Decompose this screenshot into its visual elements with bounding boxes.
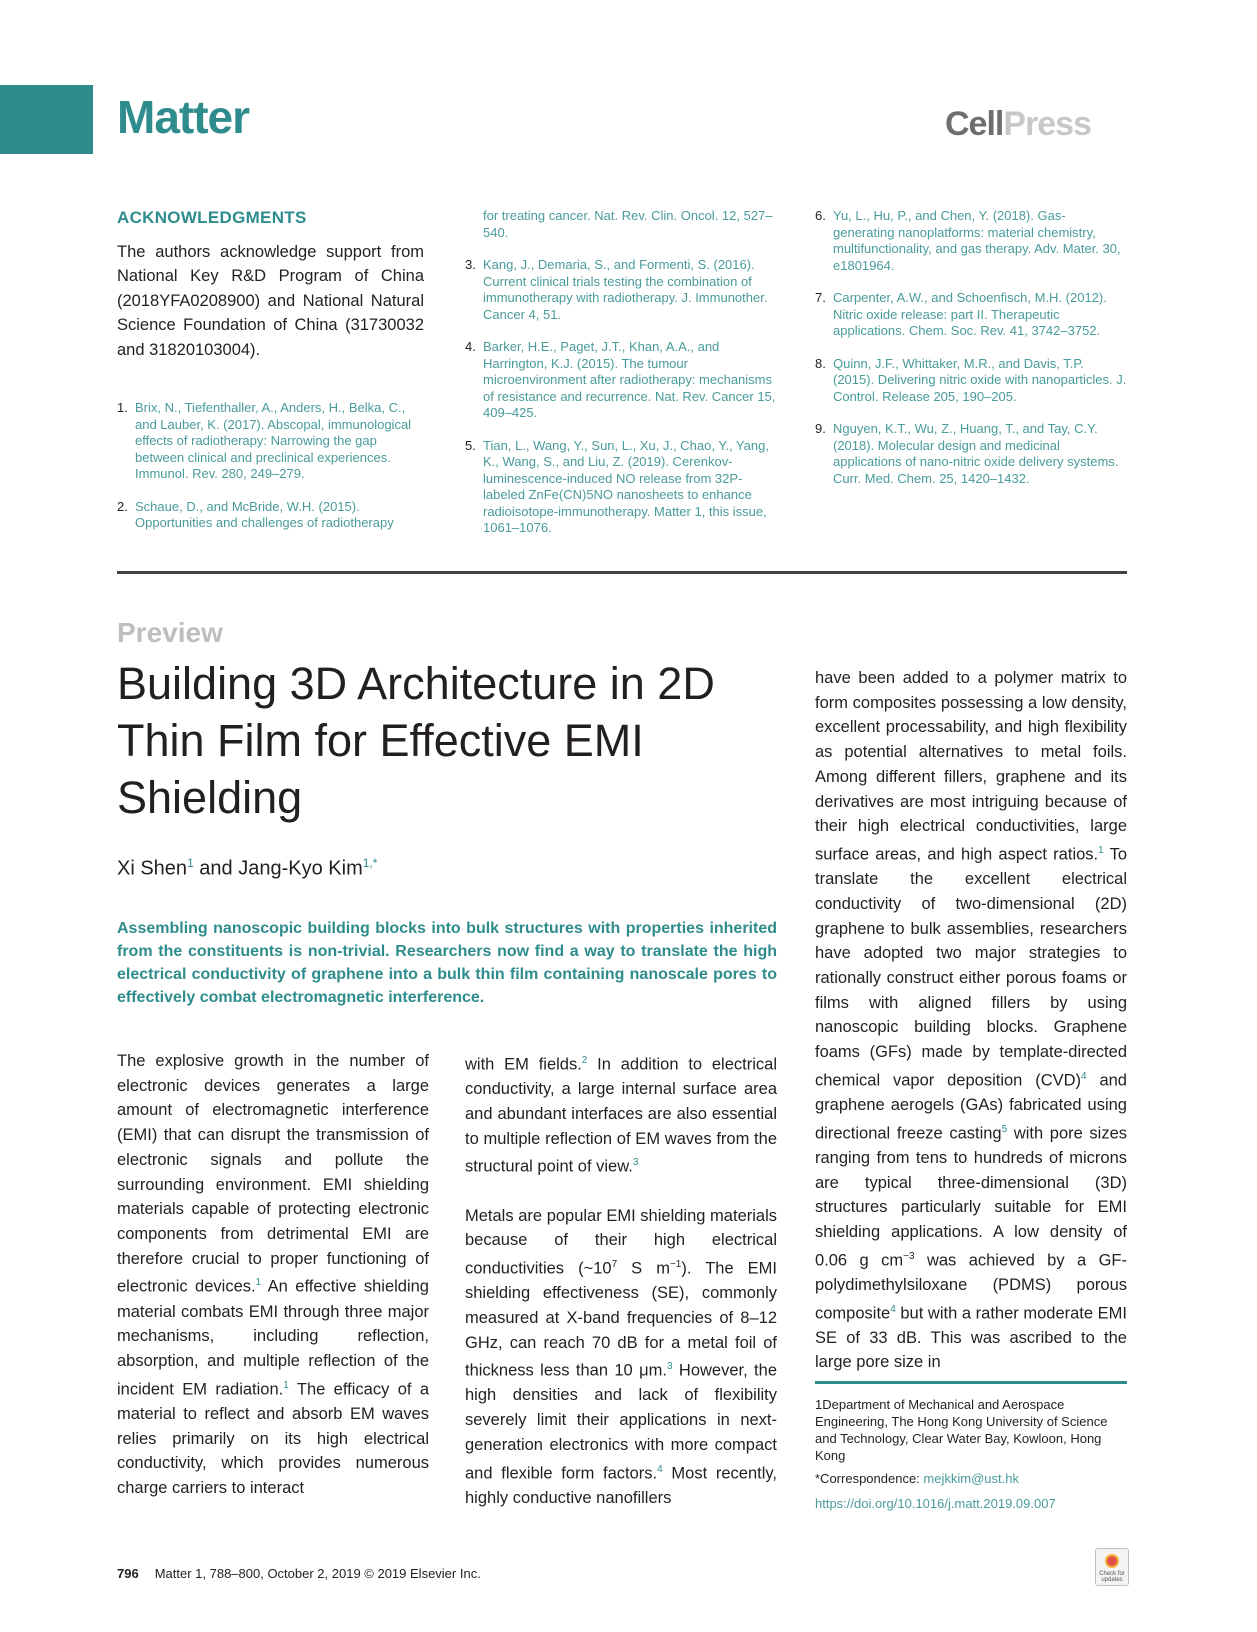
doi-link[interactable]: https://doi.org/10.1016/j.matt.2019.09.007 bbox=[815, 1496, 1056, 1511]
reference-item[interactable] bbox=[815, 421, 1127, 487]
check-for-updates-button[interactable] bbox=[1095, 1548, 1129, 1586]
reference-text: Tian, L., Wang, Y., Sun, L., Xu, J., Chao, Y., Yang, K., Wang, S., and Liu, Z. (2019). Cerenkov-luminescence-induced NO release from 32P-labeled ZnFe(CN)5NO nanosheets to enhance radioisotope-immunotherapy. Matter 1, this issue, 1061–1076. bbox=[483, 437, 769, 535]
reference-number: 1. bbox=[117, 400, 128, 416]
publisher-logo-dark: Cell bbox=[945, 105, 1004, 143]
affiliation-marker[interactable]: 1 bbox=[187, 856, 194, 870]
body-text: However, the high densities and lack of flexibility severely limit their applications in next-generation electronics with more compact and flexible form factors. bbox=[465, 1361, 777, 1483]
reference-list-1 bbox=[117, 400, 424, 532]
body-text: The efficacy of a material to reflect and absorb EM waves relies primarily on its high electrical conductivity, which provides numerous charge carriers to interact bbox=[117, 1380, 429, 1497]
reference-number: 6. bbox=[815, 208, 826, 223]
body-text: ). The EMI shielding effectiveness (SE), commonly measured at X-band frequencies of 8–12 GHz, can reach 70 dB for a metal foil of thickness less than 10 μm. bbox=[465, 1259, 777, 1380]
citation-link[interactable]: 1 bbox=[1098, 844, 1104, 856]
author-name[interactable]: Jang-Kyo Kim bbox=[238, 857, 363, 880]
reference-number: 9. bbox=[815, 421, 826, 436]
reference-number: 2. bbox=[117, 498, 128, 514]
body-column-2 bbox=[465, 1049, 777, 1510]
article-title: Building 3D Architecture in 2D Thin Film for Effective EMI Shielding bbox=[117, 658, 715, 823]
reference-text: Brix, N., Tiefenthaller, A., Anders, H., Belka, C., and Lauber, K. (2017). Abscopal, immunological effects of radiotherapy: Narrowing the gap between clinical and preclinical experiences. Immunol. Rev. 280, 249–279. bbox=[135, 400, 412, 482]
citation-link[interactable]: 4 bbox=[657, 1463, 663, 1475]
publisher-logo-light: Press bbox=[1003, 105, 1091, 143]
body-paragraph bbox=[465, 1204, 777, 1511]
citation-link[interactable]: 1 bbox=[255, 1277, 262, 1289]
author-line bbox=[117, 856, 377, 881]
check-updates-icon bbox=[1105, 1554, 1119, 1568]
body-text: The explosive growth in the number of electronic devices generates a large amount of electromagnetic interference (EMI) that can disrupt the transmission of electronic signals and pollute the surrounding environment. EMI shielding materials capable of protecting electronic components from detrimental EMI are therefore crucial to proper functioning of electronic devices. bbox=[117, 1052, 429, 1296]
journal-color-block bbox=[0, 85, 93, 154]
citation-link[interactable]: 3 bbox=[666, 1361, 673, 1373]
publisher-logo bbox=[945, 105, 1091, 144]
affiliation-marker[interactable]: 1,* bbox=[362, 856, 378, 870]
body-text: have been added to a polymer matrix to form composites possessing a low density, excellent processability, and high flexibility as potential alternatives to metal foils. Among different fillers, graphene and its derivatives are most intriguing because of their high electrical conductivities, large surface areas, and high aspect ratios. bbox=[815, 669, 1127, 864]
body-paragraph bbox=[815, 666, 1127, 1375]
body-text: Most recently, highly conductive nanofillers bbox=[465, 1464, 777, 1507]
journal-name: Matter bbox=[117, 91, 250, 143]
reference-text: Yu, L., Hu, P., and Chen, Y. (2018). Gas-generating nanoplatforms: material chemistry, multifunctionality, and gas therapy. Adv. Mater. 30, e1801964. bbox=[833, 208, 1121, 273]
author-name[interactable]: Xi Shen bbox=[117, 857, 188, 880]
page-footer bbox=[117, 1566, 481, 1581]
body-text: with EM fields. bbox=[465, 1055, 582, 1074]
exponent: −3 bbox=[903, 1250, 915, 1262]
body-paragraph bbox=[465, 1049, 777, 1180]
reference-text: Barker, H.E., Paget, J.T., Khan, A.A., and Harrington, K.J. (2015). The tumour microenvironment after radiotherapy: mechanisms of resistance and recurrence. Nat. Rev. Cancer 15, 409–425. bbox=[483, 339, 776, 420]
reference-number: 7. bbox=[815, 290, 826, 305]
correspondence-label: *Correspondence: bbox=[815, 1471, 924, 1486]
reference-item[interactable] bbox=[117, 499, 424, 532]
affiliation-footnote: 1Department of Mechanical and Aerospace Engineering, The Hong Kong University of Science and Technology, Clear Water Bay, Kowloon, Hong Kong bbox=[815, 1397, 1108, 1463]
body-text: with pore sizes ranging from tens to hundreds of microns are typical three-dimensional (3D) structures particularly suitable for EMI shielding applications. A low density of 0.06 g cm bbox=[815, 1124, 1128, 1270]
top-column-2 bbox=[465, 208, 777, 553]
top-column-1 bbox=[117, 208, 424, 548]
citation-link[interactable]: 4 bbox=[1081, 1070, 1087, 1082]
section-divider bbox=[117, 571, 1127, 574]
reference-text: Kang, J., Demaria, S., and Formenti, S. (2016). Current clinical trials testing the combination of immunotherapy with radiotherapy. J. Immunother. Cancer 4, 51. bbox=[483, 257, 768, 322]
reference-list-2 bbox=[465, 257, 777, 537]
reference-item[interactable] bbox=[815, 208, 1127, 274]
reference-number: 4. bbox=[465, 339, 476, 354]
body-text: and graphene aerogels (GAs) fabricated using directional freeze casting bbox=[815, 1071, 1127, 1143]
citation-link[interactable]: 5 bbox=[1001, 1123, 1008, 1135]
reference-item[interactable] bbox=[815, 290, 1127, 340]
body-text: An effective shielding material combats EMI through three major mechanisms, including reflection, absorption, and multiple reflection of the incident EM radiation. bbox=[117, 1277, 429, 1399]
body-paragraph bbox=[117, 1049, 429, 1501]
citation-link[interactable]: 2 bbox=[581, 1055, 588, 1066]
reference-item[interactable] bbox=[465, 438, 777, 537]
reference-item[interactable] bbox=[465, 339, 777, 422]
article-summary: Assembling nanoscopic building blocks into bulk structures with properties inherited from the constituents is non-trivial. Researchers now find a way to translate the high electrical conductivity of graphene into a bulk thin film containing nanoscale pores to effectively combat electromagnetic interference. bbox=[117, 920, 777, 1006]
body-text: but with a rather moderate EMI SE of 33 dB. This was ascribed to the large pore size in bbox=[815, 1304, 1127, 1372]
exponent: −1 bbox=[669, 1258, 682, 1270]
page-number: 796 bbox=[117, 1566, 139, 1581]
citation-link[interactable]: 4 bbox=[890, 1303, 896, 1315]
body-text: was achieved by a GF-polydimethylsiloxane (PDMS) porous composite bbox=[815, 1251, 1127, 1323]
article-kicker: Preview bbox=[117, 617, 223, 648]
reference-item[interactable] bbox=[117, 400, 424, 483]
body-text: Metals are popular EMI shielding materials because of their high electrical conductivities (~10 bbox=[465, 1206, 777, 1278]
top-column-3 bbox=[815, 208, 1127, 503]
correspondence bbox=[815, 1471, 1019, 1486]
citation-line: Matter 1, 788–800, October 2, 2019 © 2019 Elsevier Inc. bbox=[154, 1566, 481, 1581]
reference-list-3 bbox=[815, 208, 1127, 487]
body-text: To translate the excellent electrical conductivity of two-dimensional (2D) graphene to bulk assemblies, researchers have adopted two major strategies to rationally construct either porous foams or films with aligned fillers by using nanoscopic building blocks. Graphene foams (GFs) made by template-directed chemical vapor deposition (CVD) bbox=[815, 845, 1127, 1090]
reference-text: Nguyen, K.T., Wu, Z., Huang, T., and Tay, C.Y. (2018). Molecular design and medicinal applications of nano-nitric oxide delivery systems. Curr. Med. Chem. 25, 1420–1432. bbox=[833, 421, 1119, 486]
author-conjunction: and bbox=[193, 857, 239, 880]
reference-text: Carpenter, A.W., and Schoenfisch, M.H. (2012). Nitric oxide release: part II. Therapeutic applications. Chem. Soc. Rev. 41, 3742–3752. bbox=[833, 290, 1107, 338]
reference-text: Quinn, J.F., Whittaker, M.R., and Davis, T.P. (2015). Delivering nitric oxide with nanoparticles. J. Control. Release 205, 190–205. bbox=[833, 355, 1127, 404]
reference-number: 5. bbox=[465, 437, 476, 453]
reference-number: 3. bbox=[465, 257, 476, 272]
acknowledgments-heading: ACKNOWLEDGMENTS bbox=[117, 208, 307, 227]
reference-number: 8. bbox=[815, 355, 826, 371]
reference-item[interactable] bbox=[815, 356, 1127, 406]
reference-item[interactable] bbox=[465, 257, 777, 323]
check-updates-label: Check for updates bbox=[1099, 1571, 1125, 1583]
citation-link[interactable]: 1 bbox=[283, 1379, 289, 1391]
acknowledgments-text: The authors acknowledge support from National Key R&D Program of China (2018YFA0208900) and National Natural Science Foundation of China (31730032 and 31820103004). bbox=[117, 243, 424, 359]
footnote-rule bbox=[815, 1381, 1127, 1384]
reference-continuation[interactable]: for treating cancer. Nat. Rev. Clin. Oncol. 12, 527–540. bbox=[483, 208, 773, 240]
body-text: S m bbox=[617, 1259, 670, 1278]
email-link[interactable]: mejkkim@ust.hk bbox=[923, 1471, 1019, 1486]
exponent: 7 bbox=[611, 1258, 618, 1270]
body-text: In addition to electrical conductivity, a large internal surface area and abundant interfaces are also essential to multiple reflection of EM waves from the structural point of view. bbox=[465, 1055, 777, 1176]
citation-link[interactable]: 3 bbox=[632, 1157, 639, 1169]
reference-text: Schaue, D., and McBride, W.H. (2015). Opportunities and challenges of radiotherapy bbox=[135, 498, 394, 531]
